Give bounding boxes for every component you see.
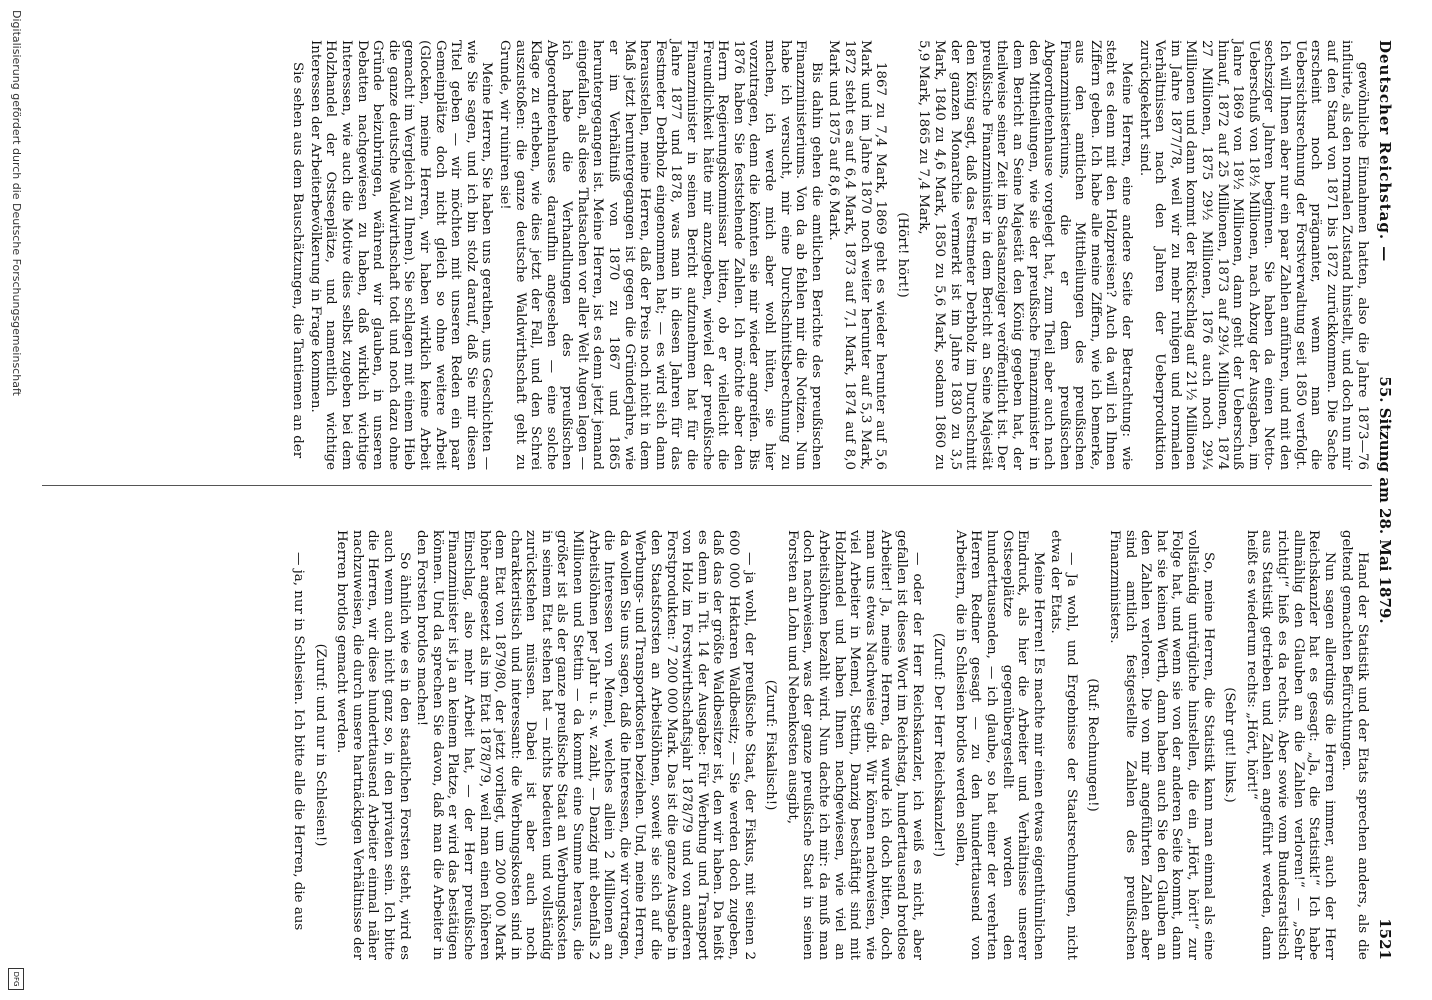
interjection: (Zuruf: und nur in Schlesien!)	[312, 643, 328, 847]
paragraph: — oder der Herr Reichskanzler, ich weiß es nicht, aber gefallen ist dieses Wort im Reichstag, hunderttausend brotlose Arbeiter! Ja, meine Herren, da wurde ich doch bitten, doch man uns etwas Nachweise gibt. Wir können nachweisen, wie viel Arbeiter in Memel, Stettin, Danzig beschäftigt sind mit Holzhandel und haben Ihnen nachgewiesen, wie viel an Arbeitslöhnen bezahlt wird. Nun dachte ich mir: da muß man doch nachweisen, was der ganze preußische Staat in seinen Forsten an Lohn und Nebenkosten ausgibt,	[784, 530, 925, 960]
paragraph: Bis dahin gehen die amtlichen Berichte des preußischen Finanzministeriums. Von da ab fehlen mir die Notizen. Nun habe ich versucht, mir eine Durchschnittsberechnung zu machen, ich werde mich aber wohl hüten, sie hier vorzutragen, denn die könnten sie mir wieder angreifen. Bis 1876 haben Sie feststehende Zahlen. Ich möchte aber den Herrn Regierungskommissar bitten, ob er vielleicht die Freundlichkeit hätte mir anzugeben, wieviel der preußische Finanzminister in seinen Bericht aufzunehmen hat für die Jahre 1877 und 1878, was man in diesen Jahren für das Festmeter Derbholz eingenommen hat; — es wird sich dann herausstellen, meine Herren, daß der Preis noch nicht in dem Maß jetzt heruntergegangen ist gegen die Gründerjahre, wie er im Verhältniß von 1870 zu 1867 und 1865 heruntergegangen ist. Meine Herren, ist es denn jetzt jemand eingefallen, als diese Thatsachen vor aller Welt Augen lagen — ich habe die Verhandlungen des preußischen Abgeordnetenhauses daraufhin angesehen — eine solche Klage zu erheben, wie dies jetzt der Fall, und den Schrei auszustoßen: die ganze deutsche Waldwirthschaft geht zu Grunde, wir ruiniren sie!	[496, 40, 824, 470]
paragraph: 1867 zu 7,4 Mark, 1869 geht es wieder herunter auf 5,6 Mark und im Jahre 1870 noch weiter herunter auf 5,3 Mark, 1872 steht es auf 6,4 Mark, 1873 auf 7,1 Mark, 1874 auf 8,0 Mark und 1875 auf 8,6 Mark.	[826, 40, 889, 470]
paragraph: Sie sehen aus dem Bauschätzungen, die Tantiemen an der	[290, 62, 306, 459]
paragraph: — ja wohl, der preußische Staat, der Fiskus, mit seinen 2 600 000 Hektaren Waldbesitz; — Sie werden doch zugeben, daß das der größte Waldbesitzer ist, den wir haben. Da heißt es denn in Tit. 14 der Ausgabe: Für Werbung und Transport von Holz im Forstwirthschaftsjahr 1878/79 und von anderen Forstprodukten: 7 200 000 Mark. Das ist die ganze Ausgabe in den Staatsforsten an Arbeitslöhnen, soweit sie sich auf die Werbungs- und Transportkosten beziehen. Und, meine Herren, da wollen Sie uns sagen, daß die Interessen, die wir vortragen, die Interessen von Memel, welches allein 2 Millionen an Arbeitslöhnen per Jahr u. s. w. zahlt, — Danzig mit ebenfalls 2 Millionen und Stettin — da kommt eine Summe heraus, die größer ist als der ganze preußische Staat an Werbungskosten in seinem Etat stehen hat — nichts bedeuten und vollständig zurückstehen müssen. Dabei ist aber auch noch charakteristisch und interessant: die Werbungskosten sind in dem Etat von 1879/80, der jetzt vorliegt, um 200 000 Mark höher angesetzt als im Etat 1878/79, weil man einen höheren Einschlag, also mehr Arbeit hat, — der Herr preußische Finanzminister ist ja an keinem Platze, er wird das bestätigen können. Und da sprechen Sie davon, daß man die Arbeiter in den Forsten brotlos machen!	[414, 530, 757, 960]
paragraph: Meine Herren, Sie haben uns gerathen, uns Geschichten — wie Sie sagen, und ich bin stolz darauf, daß Sie mir diesen Titel geben — wir möchten mit unseren Reden ein paar Gemeinplätze doch nicht gleich so ohne weitere Arbeit (Glocken, meine Herren, wir haben wirklich keine Arbeit gemacht im Vergleich zu Ihnen). Sie schlagen mit einem Hieb die ganze deutsche Waldwirthschaft todt und noch dazu ohne Gründe beizubringen, während wir glauben, in unseren Debatten nachgewiesen zu haben, daß wirklich wichtige Interessen, wie auch die Motive dies selbst zugeben bei dem Holzhandel der Ostseeplätze, und namentlich wichtige Interessen der Arbeiterbevölkerung in Frage kommen.	[307, 40, 495, 470]
interjection: (Ruf: Rechnungen!)	[1085, 678, 1101, 812]
page-footer	[8, 0, 28, 1000]
paragraph: Meine Herren! Es machte mir einen etwas eigenthümlichen Eindruck, als hier die Arbeiter und Verhältnisse unserer Ostseeplätze gegenübergestellt worden den hunderttausenden, — ich glaube, so hat einer der verehrten Herren Redner gesagt — zu den hunderttausend von Arbeitern, die in Schlesien brotlos werden sollen,	[952, 530, 1046, 960]
header-publication: Deutscher Reichstag. —	[1376, 40, 1394, 263]
paragraph: — ja, nur in Schlesien. Ich bitte alle die Herren, die aus	[291, 552, 306, 931]
page-number: 1521	[1376, 918, 1394, 960]
text-column-left	[288, 40, 1370, 470]
paragraph: Hand der Statistik und der Etats sprechen anders, als die geltend gemachten Befürchtungen.	[1339, 530, 1370, 960]
paragraph: Meine Herren, eine andere Seite der Betrachtung: wie steht es denn mit den Holzpreisen? Auch da will ich Ihnen Ziffern geben. Ich habe alle meine Ziffern, wie ich bemerke, aus den amtlichen Mittheilungen des preußischen Finanzministeriums, die er dem preußischen Abgeordnetenhause vorgelegt hat, zum Theil aber auch nach den Mittheilungen, wie sie der preußische Finanzminister in dem Bericht an Seine Majestät den König gegeben hat, der theilweise seiner Zeit im Staatsanzeiger veröffentlicht ist. Der preußische Finanzminister in dem Bericht an Seine Majestät den König sagt, daß das Festmeter Derbholz im Durchschnitt der ganzen Monarchie vermerkt ist im Jahre 1830 zu 3,5 Mark, 1840 zu 4,6 Mark, 1850 zu 5,6 Mark, sodann 1860 zu 5,9 Mark, 1865 zu 7,4 Mark,	[916, 40, 1135, 470]
paragraph: — Ja wohl, und Ergebnisse der Staatsrechnungen, nicht etwa der Etats.	[1048, 530, 1079, 960]
text-column-right	[288, 530, 1370, 960]
paragraph: Nun sagen allerdings die Herren immer, auch der Herr Reichskanzler hat es gesagt: „Ja, die Statistik!“ Ich habe allmählig den Glauben an die Zahlen verloren!“ — „Sehr richtig!“ hieß es da rechts. Aber sowie vom Bundesratstisch aus Statistik getrieben und Zahlen angeführt werden, dann heißt es wiederum rechts: „Hört, hört!“	[1243, 530, 1337, 960]
interjection: (Hört! hört!)	[894, 212, 910, 298]
header-session: 55. Sitzung am 28. Mai 1879.	[1376, 376, 1394, 624]
interjection: (Sehr gut! links.)	[1222, 687, 1238, 803]
paragraph: gewöhnliche Einnahmen hatten, also die Jahre 1873—76 influirte, als den normalen Zustand hinstellt, und doch nun mir auf den Stand von 1871 bis 1872 zurückkommen. Die Sache erscheint noch prägnanter, wenn man die Uebersichtsrechnung der Forstverwaltung seit 1850 verfolgt. Ich will Ihnen aber nur ein paar Zahlen anführen, und mit den sechsziger Jahren beginnen. Sie haben da einen Netto-Ueberschuß von 18½ Millionen, nach Abzug der Ausgaben, im Jahre 1869 von 18½ Millionen, dann geht der Ueberschuß hinauf, 1872 auf 25 Millionen, 1873 auf 29¼ Millionen, 1874 27 Millionen, 1875 29½ Millionen, 1876 auch noch 29¼ Millionen und dann kommt der Rückschlag auf 21½ Millionen im Jahre 1877/78, weil wir zu mehr ruhigen und normalen Verhältnissen nach den Jahren der Ueberproduktion zurückgekehrt sind.	[1136, 40, 1370, 470]
interjection: (Zuruf: Der Herr Reichskanzler!)	[931, 632, 947, 858]
digitization-note: Digitalisierung gefördert durch die Deutsche Forschungsgemeinschaft	[10, 10, 23, 396]
paragraph: So, meine Herren, die Statistik kann man einmal als eine vollständig untrügliche hinstellen, die ein „Hört, hört!“ zur Folge hat, und wenn sie von der anderen Seite kommt, dann hat sie keinen Werth, dann haben auch Sie den Glauben an den Zahlen verloren. Die von mir angeführten Zahlen aber sind amtlich festgestellte Zahlen des preußischen Finanzministers.	[1107, 530, 1216, 960]
dfg-logo: DFG	[8, 968, 24, 990]
interjection: (Zuruf: Fiskalisch!)	[763, 679, 779, 811]
paragraph: So ähnlich wie es in den staatlichen Forsten steht, wird es auch wenn auch nicht ganz so, in den privaten sein. Ich bitte die Herren, wir diese hunderttausend Arbeiter einmal näher nachzuweisen, die durch unsere hartnäckigen Verhältnisse der Herren brotlos gemacht werden.	[334, 530, 412, 960]
column-divider	[42, 485, 1372, 486]
